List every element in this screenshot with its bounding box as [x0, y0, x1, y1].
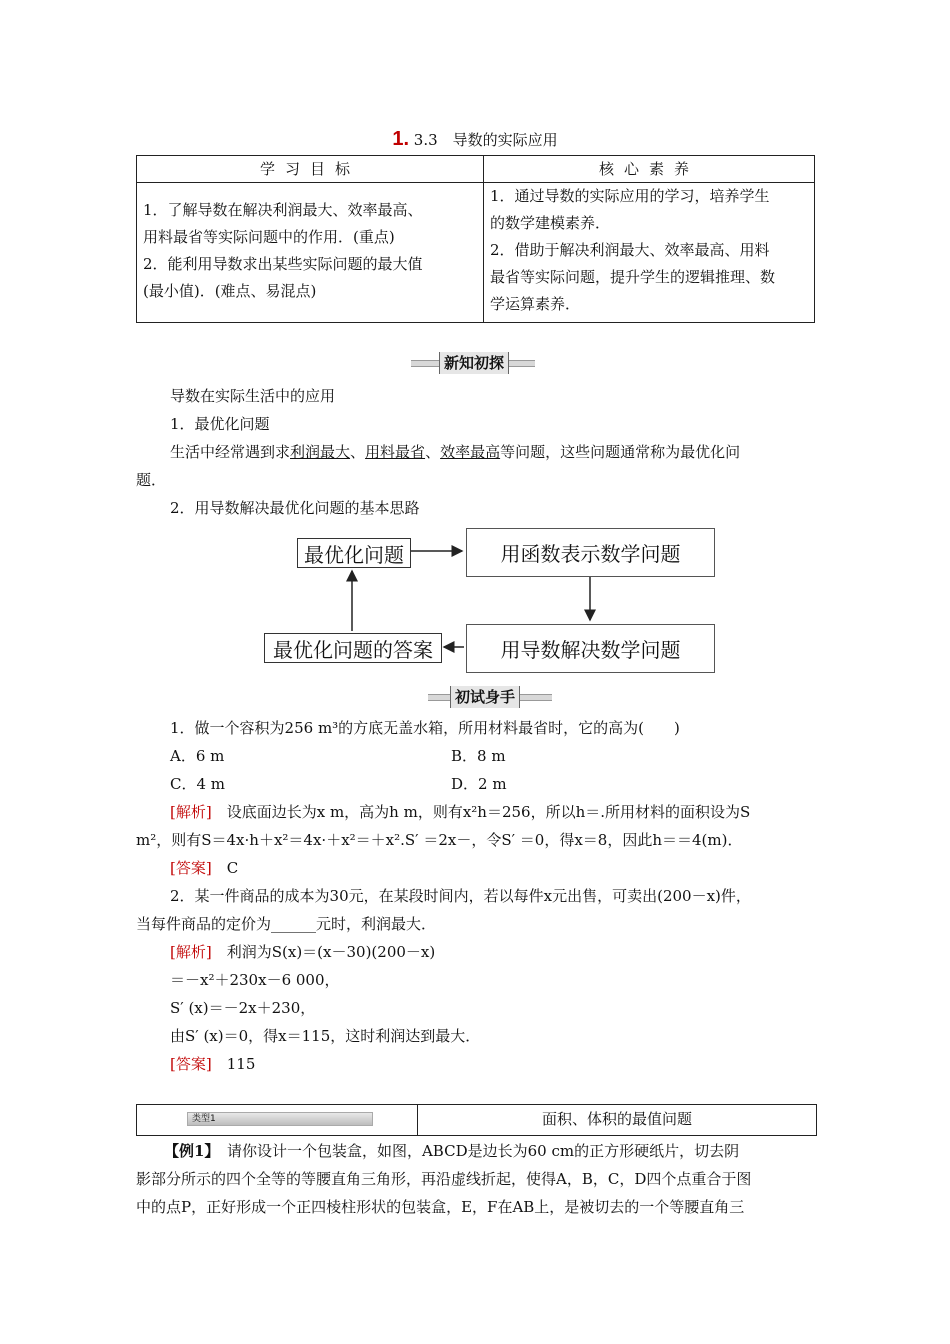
p1-sep-1: 、: [350, 443, 366, 461]
banner-try: [428, 686, 552, 708]
type-row-left: [137, 1105, 418, 1135]
type-title: 面积、体积的最值问题: [541, 1110, 692, 1128]
example-text-1: 请你设计一个包装盒，如图，ABCD是边长为60 cm的正方形硬纸片，切去阴: [226, 1142, 740, 1160]
flow-box-function: 用函数表示数学问题: [466, 528, 715, 577]
example-line1: [136, 1137, 816, 1165]
q1-answer-value: C: [226, 859, 239, 877]
analysis-tag: [解析]: [170, 803, 212, 821]
answer-tag: [答案]: [170, 1055, 212, 1073]
literacy-line: 的数学建模素养．: [490, 214, 611, 232]
banner-new-knowledge-label: 新知初探: [439, 352, 509, 374]
q2-answer-value: 115: [226, 1055, 256, 1073]
q2-analysis-line4: 由S′ (x)＝0，得x＝115，这时利润达到最大．: [170, 1027, 481, 1045]
goal-line: (最小值)．(难点、易混点): [143, 282, 317, 300]
goals-header-left: 学习目标: [137, 156, 484, 183]
title-text: 3.3 导数的实际应用: [413, 131, 558, 149]
title-number: 1.: [392, 128, 410, 150]
q2-answer: [136, 1050, 816, 1078]
flow-box-answer: 最优化问题的答案: [264, 633, 442, 663]
literacy-line: 学运算素养．: [490, 295, 581, 313]
q2-stem-line2: 当每件商品的定价为______元时，利润最大．: [136, 915, 437, 933]
answer-tag: [答案]: [170, 859, 212, 877]
q1-stem: 1．做一个容积为256 m³的方底无盖水箱，所用材料最省时，它的高为( ): [170, 719, 680, 737]
example-line2: 影部分所示的四个全等的等腰直角三角形，再沿虚线折起，使得A，B，C，D四个点重合于图: [136, 1170, 752, 1188]
literacy-line: 1．通过导数的实际应用的学习，培养学生: [490, 187, 770, 205]
flow-box-derivative: 用导数解决数学问题: [466, 624, 715, 673]
goal-line: 用料最省等实际问题中的作用．(重点): [143, 228, 395, 246]
q1-option-a: A．6 m: [170, 747, 225, 765]
paragraph-1-cont: 题．: [136, 471, 167, 489]
p1-text-b: 等问题，这些问题通常称为最优化问: [500, 443, 741, 461]
p1-sep-2: 、: [425, 443, 441, 461]
p1-underline-2: 用料最省: [365, 443, 426, 461]
p1-underline-1: 利润最大: [290, 443, 351, 461]
q2-analysis-line2: ＝－x²＋230x－6 000，: [170, 971, 340, 989]
q2-analysis-line1: 利润为S(x)＝(x－30)(200－x): [226, 943, 436, 961]
q1-analysis-line1: 设底面边长为x m，高为h m，则有x²h＝256，所以h＝.所用材料的面积设为S: [226, 803, 751, 821]
item-1: 1．最优化问题: [170, 415, 270, 433]
flow-box-optimization: 最优化问题: [297, 538, 411, 568]
type-tag: 类型1: [187, 1112, 373, 1126]
goal-line: 1．了解导数在解决利润最大、效率最高、: [143, 201, 423, 219]
q1-option-b: B．8 m: [451, 747, 506, 765]
q2-analysis: [136, 938, 816, 966]
q1-analysis-line2: m²，则有S＝4x·h＋x²＝4x·＋x²＝＋x².S′ ＝2x－，令S′ ＝0，得x＝8，因此h＝＝4(m)．: [136, 831, 743, 849]
q1-option-d: D．2 m: [451, 775, 507, 793]
p1-underline-3: 效率最高: [440, 443, 501, 461]
q1-analysis: [136, 798, 816, 826]
p1-text-a: 生活中经常遇到求: [170, 443, 291, 461]
literacy-line: 2．借助于解决利润最大、效率最高、用料: [490, 241, 770, 259]
example-line3: 中的点P，正好形成一个正四棱柱形状的包装盒，E，F在AB上，是被切去的一个等腰直角三: [136, 1198, 745, 1216]
goal-line: 2．能利用导数求出某些实际问题的最大值: [143, 255, 423, 273]
literacy-line: 最省等实际问题，提升学生的逻辑推理、数: [490, 268, 776, 286]
q2-stem-line1: 2．某一件商品的成本为30元，在某段时间内，若以每件x元出售，可卖出(200－x)件，: [170, 887, 751, 905]
example-label: 【例1】: [164, 1142, 212, 1160]
item-2: 2．用导数解决最优化问题的基本思路: [170, 499, 420, 517]
q2-analysis-line3: S′ (x)＝－2x＋230，: [170, 999, 316, 1017]
section-heading: 导数在实际生活中的应用: [170, 387, 336, 405]
goals-header-right: 核心素养: [484, 156, 815, 183]
banner-try-label: 初试身手: [450, 686, 520, 708]
analysis-tag: [解析]: [170, 943, 212, 961]
type-row: [136, 1104, 817, 1136]
q1-option-c: C．4 m: [170, 775, 226, 793]
q1-answer: [136, 854, 816, 882]
